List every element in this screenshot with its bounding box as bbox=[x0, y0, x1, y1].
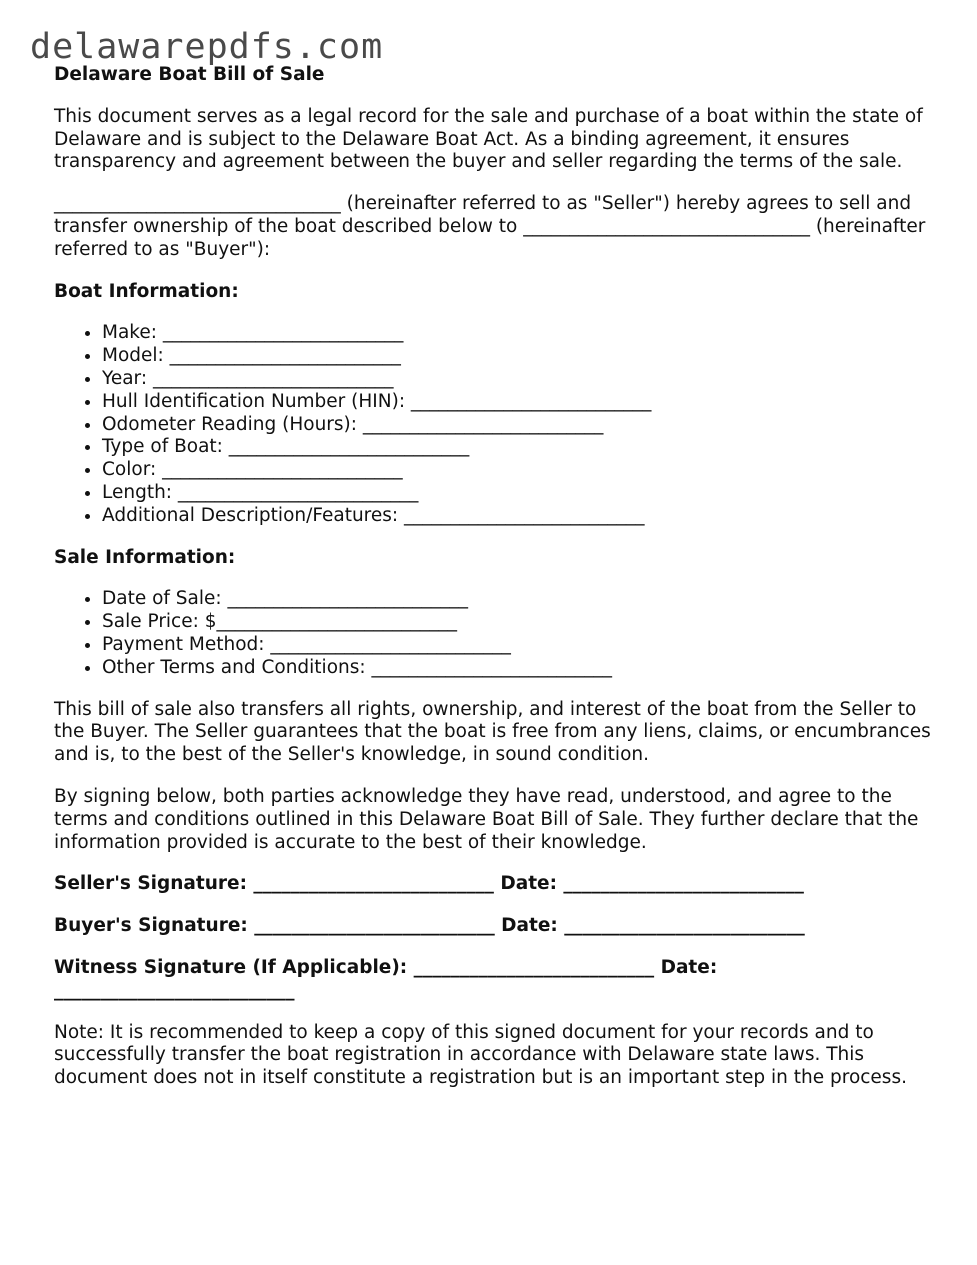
seller-signature-line: Seller's Signature: __________________________ Date: __________________________ bbox=[54, 873, 804, 895]
field-boat-type: • Type of Boat: __________________________ bbox=[102, 436, 934, 459]
sale-information-heading: Sale Information: bbox=[54, 546, 236, 568]
sale-information-list bbox=[54, 588, 934, 679]
parties-paragraph: _______________________________ (hereinafter referred to as "Seller") hereby agrees to sell and transfer ownership of the boat described below to _______________________________ (hereinafter referred to as "Buyer"): bbox=[54, 193, 926, 260]
document-title: Delaware Boat Bill of Sale bbox=[54, 64, 325, 85]
field-color: • Color: __________________________ bbox=[102, 459, 934, 482]
document-body bbox=[54, 64, 934, 1109]
field-sale-price: • Sale Price: $__________________________ bbox=[102, 611, 934, 634]
field-additional-description: • Additional Description/Features: __________________________ bbox=[102, 505, 934, 528]
boat-information-heading: Boat Information: bbox=[54, 280, 239, 302]
field-make: • Make: __________________________ bbox=[102, 322, 934, 345]
buyer-signature-line: Buyer's Signature: __________________________ Date: __________________________ bbox=[54, 915, 805, 937]
field-odometer: • Odometer Reading (Hours): __________________________ bbox=[102, 414, 934, 437]
field-date-of-sale: • Date of Sale: __________________________ bbox=[102, 588, 934, 611]
intro-paragraph: This document serves as a legal record for the sale and purchase of a boat within the state of Delaware and is subject to the Delaware Boat Act. As a binding agreement, it ensures transparency and agreement between the buyer and seller regarding the terms of the sale. bbox=[54, 105, 923, 173]
watermark: delawarepdfs.com bbox=[30, 27, 384, 67]
field-year: • Year: __________________________ bbox=[102, 368, 934, 391]
field-length: • Length: __________________________ bbox=[102, 482, 934, 505]
field-hin: • Hull Identification Number (HIN): __________________________ bbox=[102, 391, 934, 414]
field-model: • Model: _________________________ bbox=[102, 345, 934, 368]
acknowledgement-paragraph: By signing below, both parties acknowledge they have read, understood, and agree to the terms and conditions outlined in this Delaware Boat Bill of Sale. They further declare that the information provided is accurate to the best of their knowledge. bbox=[54, 785, 919, 853]
field-other-terms: • Other Terms and Conditions: __________________________ bbox=[102, 657, 934, 680]
transfer-paragraph: This bill of sale also transfers all rights, ownership, and interest of the boat from the Seller to the Buyer. The Seller guarantees that the boat is free from any liens, claims, or encumbrances and is, to the best of the Seller's knowledge, in sound condition. bbox=[54, 698, 931, 766]
field-payment-method: • Payment Method: __________________________ bbox=[102, 634, 934, 657]
note-paragraph: Note: It is recommended to keep a copy of this signed document for your records and to successfully transfer the boat registration in accordance with Delaware state laws. This document does not in itself constitute a registration but is an important step in the process. bbox=[54, 1021, 907, 1089]
witness-signature-line: Witness Signature (If Applicable): __________________________ Date: __________________________ bbox=[54, 956, 718, 1001]
boat-information-list bbox=[54, 322, 934, 527]
